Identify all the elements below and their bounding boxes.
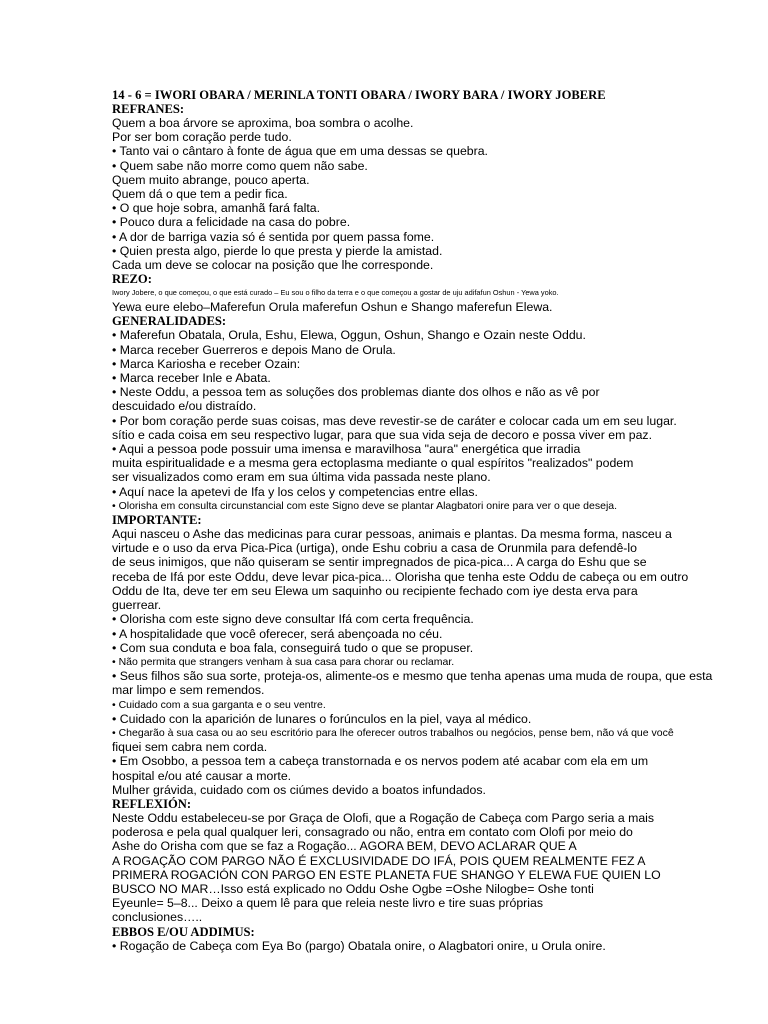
text-line: BUSCO NO MAR…Isso está explicado no Oddu Oshe Ogbe =Oshe Nilogbe= Oshe tonti (112, 881, 594, 896)
text-line: • Pouco dura a felicidade na casa do pobre. (112, 215, 351, 230)
text-line: de seus inimigos, que não quiseram se sentir impregnados de pica-pica... A carga do Eshu que se (112, 555, 647, 570)
text-line: • Marca receber Guerreros e depois Mano de Orula. (112, 342, 396, 357)
text-line: Por ser bom coração perde tudo. (112, 130, 292, 145)
text-line: • Cuidado con la aparición de lunares o forúnculos en la piel, vaya al médico. (112, 711, 532, 726)
text-line: guerrear. (112, 598, 162, 613)
text-line: • Maferefun Obatala, Orula, Eshu, Elewa, Oggun, Oshun, Shango e Ozain neste Oddu. (112, 328, 586, 343)
text-line: Ashe do Orisha com que se faz a Rogação... AGORA BEM, DEVO ACLARAR QUE A (112, 839, 577, 854)
document-title: 14 - 6 = IWORI OBARA / MERINLA TONTI OBARA / IWORY BARA / IWORY JOBERE (112, 88, 606, 102)
text-line: sítio e cada coisa em seu respectivo lugar, para que sua vida seja de decoro e possa viver em paz. (112, 427, 653, 442)
text-line: Oddu de Ita, deve ter em seu Elewa um saquinho ou recipiente fechado com iye desta erva para (112, 583, 638, 598)
text-line: • Não permita que strangers venham à sua casa para chorar ou reclamar. (112, 655, 455, 668)
document-body (112, 88, 712, 953)
text-line: • Cuidado com a sua garganta e o seu ventre. (112, 698, 326, 711)
text-line: • A dor de barriga vazia só é sentida por quem passa fome. (112, 229, 435, 244)
text-line: receba de Ifá por este Oddu, deve levar pica-pica... Olorisha que tenha este Oddu de cabeça ou em outro (112, 569, 689, 584)
text-line: • Olorisha com este signo deve consultar Ifá com certa frequência. (112, 612, 474, 627)
text-line: • Neste Oddu, a pessoa tem as soluções dos problemas diante dos olhos e não as vê por (112, 385, 600, 400)
section-heading: REFRANES: (112, 102, 185, 116)
text-line: • Rogação de Cabeça com Eya Bo (pargo) Obatala onire, o Alagbatori onire, u Orula onire. (112, 938, 606, 953)
text-line: • A hospitalidade que você oferecer, será abençoada no céu. (112, 626, 443, 641)
text-line: Cada um deve se colocar na posição que lhe corresponde. (112, 258, 434, 273)
text-line: • Olorisha em consulta circunstancial com este Signo deve se plantar Alagbatori onire para ver o que deseja. (112, 499, 618, 512)
text-line: • Por bom coração perde suas coisas, mas deve revestir-se de caráter e colocar cada um em seu lugar. (112, 413, 677, 428)
text-line: • Tanto vai o cântaro à fonte de água que em uma dessas se quebra. (112, 144, 488, 159)
text-line: • Aquí nace la apetevi de Ifa y los celos y competencias entre ellas. (112, 484, 478, 499)
text-line: Quem dá o que tem a pedir fica. (112, 187, 288, 202)
text-line: Mulher grávida, cuidado com os ciúmes devido a boatos infundados. (112, 782, 486, 797)
text-line: Aqui nasceu o Ashe das medicinas para curar pessoas, animais e plantas. Da mesma forma, nasceu a (112, 527, 672, 542)
text-line: Iwory Jobere, o que começou, o que está curado – Eu sou o filho da terra e o que começou a gostar de uju adifafun Oshun - Yewa yoko. (112, 288, 559, 298)
text-line: Quem a boa árvore se aproxima, boa sombra o acolhe. (112, 116, 414, 130)
text-line: descuidado e/ou distraído. (112, 399, 257, 414)
text-line: • Seus filhos são sua sorte, proteja-os, alimente-os e mesmo que tenha apenas uma muda de roupa, que esta (112, 669, 713, 684)
text-line: conclusiones….. (112, 910, 203, 925)
text-line: • Aqui a pessoa pode possuir uma imensa e maravilhosa "aura" energética que irradia (112, 442, 581, 457)
text-line: • Em Osobbo, a pessoa tem a cabeça transtornada e os nervos podem até acabar com ela em um (112, 754, 649, 769)
text-line: • Chegarão à sua casa ou ao seu escritório para lhe oferecer outros trabalhos ou negócios, pense bem, não vá que você (112, 726, 674, 739)
text-line: • Quien presta algo, pierde lo que presta y pierde la amistad. (112, 243, 443, 258)
text-line: fiquei sem cabra nem corda. (112, 740, 268, 755)
text-line: A ROGAÇÃO COM PARGO NÃO É EXCLUSIVIDADE DO IFÁ, POIS QUEM REALMENTE FEZ A (112, 853, 646, 868)
text-line: virtude e o uso da erva Pica-Pica (urtiga), onde Eshu cobriu a casa de Orunmila para defendê-lo (112, 541, 637, 556)
section-heading: EBBOS E/OU ADDIMUS: (112, 924, 255, 939)
document-lines (112, 102, 712, 953)
text-line: Yewa eure elebo–Maferefun Orula maferefun Oshun e Shango maferefun Elewa. (112, 300, 553, 315)
text-line: muita espiritualidade e a mesma gera ectoplasma mediante o qual espíritos "realizados" podem (112, 456, 634, 471)
text-line: • Marca Kariosha e receber Ozain: (112, 356, 301, 371)
text-line: • Com sua conduta e boa fala, conseguirá tudo o que se propuser. (112, 640, 474, 655)
text-line: Eyeunle= 5–8... Deixo a quem lê para que releia neste livro e tire suas próprias (112, 896, 543, 911)
section-heading: REFLEXIÓN: (112, 796, 192, 811)
text-line: ser visualizados como eram em sua última vida passada neste plano. (112, 470, 491, 485)
text-line: • Marca receber Inle e Abata. (112, 371, 271, 386)
text-line: hospital e/ou até causar a morte. (112, 768, 292, 783)
text-line: • O que hoje sobra, amanhã fará falta. (112, 201, 321, 216)
section-heading: GENERALIDADES: (112, 314, 227, 329)
text-line: mar limpo e sem remendos. (112, 683, 265, 698)
text-line: Neste Oddu estabeleceu-se por Graça de Olofi, que a Rogação de Cabeça com Pargo seria a mais (112, 810, 655, 825)
text-line: poderosa e pela qual qualquer leri, consagrado ou não, entra em contato com Olofi por meio do (112, 825, 633, 840)
text-line: PRIMERA ROGACIÓN CON PARGO EN ESTE PLANETA FUE SHANGO Y ELEWA FUE QUIEN LO (112, 867, 661, 882)
section-heading: REZO: (112, 272, 152, 287)
text-line: Quem muito abrange, pouco aperta. (112, 172, 310, 187)
text-line: • Quem sabe não morre como quem não sabe. (112, 158, 368, 173)
section-heading: IMPORTANTE: (112, 513, 202, 528)
